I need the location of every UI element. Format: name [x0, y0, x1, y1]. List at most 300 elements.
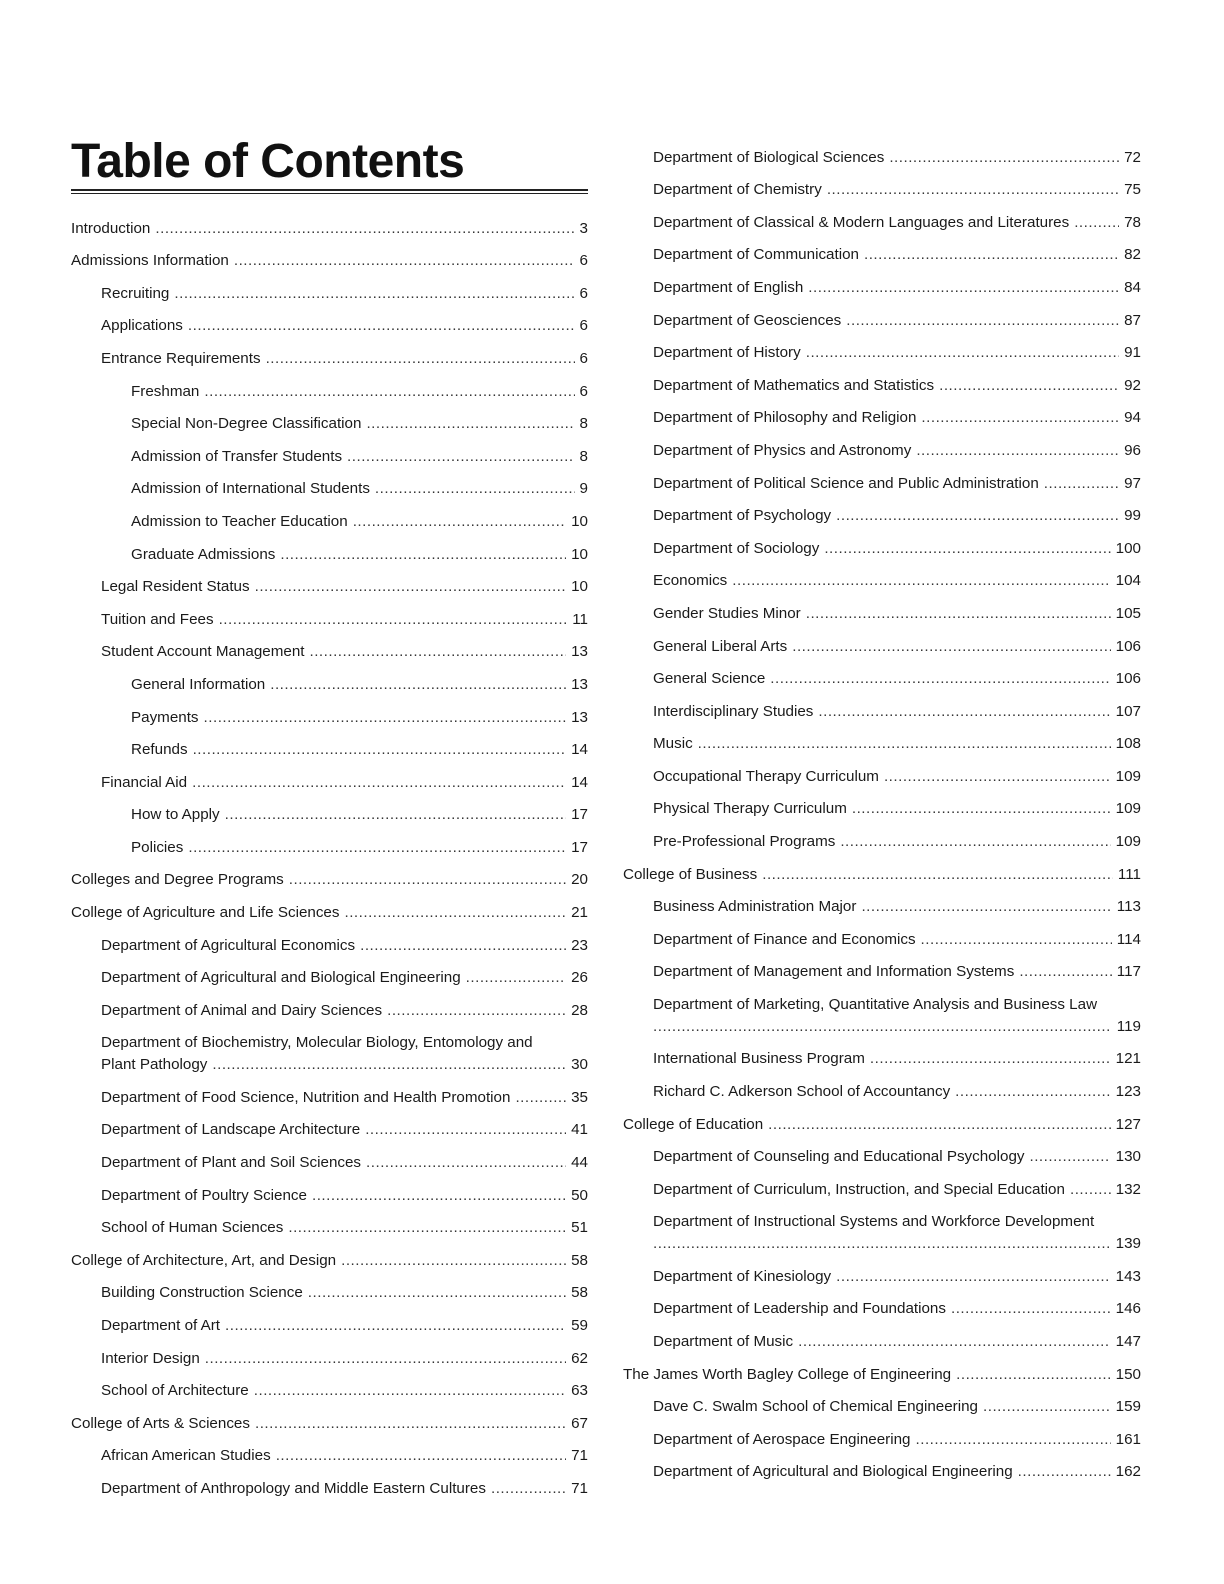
toc-entry[interactable] [623, 1201, 1141, 1255]
toc-entry-title: Department of Food Science, Nutrition and Health Promotion [101, 1088, 511, 1106]
toc-entry-title: Admissions Information [71, 252, 229, 270]
toc-entry-title: Department of Plant and Soil Sciences [101, 1154, 362, 1172]
toc-entry-title: General Liberal Arts [653, 637, 788, 655]
toc-entry-title: Financial Aid [101, 773, 188, 791]
dot-leader [1044, 473, 1119, 495]
toc-entry[interactable] [71, 337, 588, 370]
toc-entry-title: Occupational Therapy Curriculum [653, 767, 879, 785]
toc-page-number: 8 [579, 415, 588, 433]
dot-leader [288, 1217, 566, 1239]
dot-leader [653, 1016, 1112, 1038]
toc-column-left [71, 207, 588, 1500]
toc-entry-title: Department of Geosciences [653, 311, 842, 329]
dot-leader [1070, 1179, 1111, 1201]
toc-page-number: 119 [1116, 1017, 1141, 1035]
toc-entry-title: Department of Philosophy and Religion [653, 409, 917, 427]
toc-entry-title: Business Administration Major [653, 898, 857, 916]
dot-leader [289, 869, 566, 891]
toc-entry[interactable] [71, 1304, 588, 1337]
dot-leader [225, 1315, 566, 1337]
dot-leader [921, 407, 1119, 429]
dot-leader [916, 440, 1119, 462]
toc-page-number: 44 [571, 1154, 588, 1172]
dot-leader [360, 935, 566, 957]
toc-entry-title: Graduate Admissions [131, 545, 276, 563]
toc-entry[interactable] [623, 1386, 1141, 1419]
toc-entry[interactable] [623, 690, 1141, 723]
toc-entry[interactable] [623, 560, 1141, 593]
toc-page-number: 111 [1117, 865, 1141, 883]
toc-page-number: 67 [571, 1414, 588, 1432]
toc-entry-title: Department of Mathematics and Statistics [653, 376, 935, 394]
toc-page-number: 30 [571, 1056, 588, 1074]
toc-entry[interactable] [71, 1207, 588, 1240]
dot-leader [255, 1413, 566, 1435]
toc-entry-title: Department of Art [101, 1316, 221, 1334]
toc-page-number: 14 [571, 773, 588, 791]
toc-page-number: 82 [1124, 246, 1141, 264]
dot-leader [846, 310, 1119, 332]
toc-entry-title: Department of Instructional Systems and Workforce Development [653, 1213, 1095, 1231]
toc-entry-title: College of Education [623, 1115, 764, 1133]
toc-entry[interactable] [71, 305, 588, 338]
toc-page-number: 13 [571, 708, 588, 726]
toc-entry-title: Department of Sociology [653, 539, 820, 557]
toc-entry[interactable] [623, 364, 1141, 397]
toc-entry[interactable] [623, 592, 1141, 625]
dot-leader [375, 478, 575, 500]
toc-page-number: 51 [571, 1219, 588, 1237]
dot-leader [366, 413, 574, 435]
dot-leader [818, 701, 1110, 723]
toc-entry-wrap [653, 994, 1141, 1038]
dot-leader [205, 1348, 566, 1370]
toc-entry-title: Pre-Professional Programs [653, 833, 836, 851]
dot-leader [276, 1445, 566, 1467]
toc-entry[interactable] [623, 723, 1141, 756]
toc-page-number: 11 [572, 610, 588, 628]
toc-entry[interactable] [71, 240, 588, 273]
toc-page-number: 146 [1115, 1300, 1141, 1318]
dot-leader [732, 570, 1110, 592]
dot-leader [916, 1429, 1111, 1451]
toc-page-number: 159 [1115, 1398, 1141, 1416]
dot-leader [188, 315, 575, 337]
toc-entry-title: Freshman [131, 382, 200, 400]
toc-page-number: 96 [1124, 441, 1141, 459]
dot-leader [188, 837, 566, 859]
dot-leader [762, 864, 1113, 886]
toc-entry-title: College of Arts & Sciences [71, 1414, 250, 1432]
dot-leader [768, 1114, 1110, 1136]
dot-leader [1019, 961, 1111, 983]
toc-entry[interactable] [623, 951, 1141, 984]
dot-leader [840, 831, 1110, 853]
toc-entry-title: Refunds [131, 741, 188, 759]
toc-page-number: 123 [1115, 1083, 1141, 1101]
toc-page-number: 75 [1124, 181, 1141, 199]
toc-entry-title: Interior Design [101, 1349, 200, 1367]
toc-page-number: 150 [1115, 1365, 1141, 1383]
toc-page-number: 162 [1115, 1463, 1141, 1481]
toc-entry[interactable] [623, 462, 1141, 495]
title-rule [71, 189, 588, 194]
dot-leader [347, 446, 575, 468]
toc-entry-title: College of Business [623, 865, 758, 883]
toc-entry-title: Applications [101, 317, 183, 335]
toc-entry-title: Department of Agricultural and Biological Engineering [653, 1463, 1013, 1481]
dot-leader [864, 244, 1119, 266]
toc-page-number: 99 [1124, 507, 1141, 525]
toc-entry[interactable] [71, 729, 588, 762]
toc-entry[interactable] [71, 761, 588, 794]
toc-entry[interactable] [71, 891, 588, 924]
toc-entry-title: Physical Therapy Curriculum [653, 800, 847, 818]
toc-page-number: 17 [571, 838, 588, 856]
toc-entry-title: African American Studies [101, 1447, 271, 1465]
toc-entry[interactable] [71, 1174, 588, 1207]
toc-entry[interactable] [623, 169, 1141, 202]
toc-entry-title: Tuition and Fees [101, 610, 214, 628]
toc-entry-title: Policies [131, 838, 184, 856]
toc-entry-title: Department of English [653, 278, 804, 296]
dot-leader [225, 804, 566, 826]
toc-entry-title: Admission of Transfer Students [131, 447, 343, 465]
dot-leader [983, 1396, 1111, 1418]
toc-entry[interactable] [71, 1370, 588, 1403]
toc-entry[interactable] [623, 1451, 1141, 1484]
toc-entry-title: Interdisciplinary Studies [653, 702, 814, 720]
toc-page-number: 71 [571, 1447, 588, 1465]
toc-entry[interactable] [71, 1076, 588, 1109]
dot-leader [889, 147, 1119, 169]
toc-entry-title: Department of Agricultural and Biological Engineering [101, 969, 461, 987]
toc-entry[interactable] [623, 332, 1141, 365]
toc-entry[interactable] [623, 658, 1141, 691]
toc-page-number: 59 [571, 1316, 588, 1334]
toc-entry-title: Introduction [71, 219, 151, 237]
toc-entry[interactable] [71, 1435, 588, 1468]
toc-entry[interactable] [623, 1255, 1141, 1288]
toc-entry-title: Department of Management and Information Systems [653, 963, 1015, 981]
toc-entry[interactable] [623, 853, 1141, 886]
toc-entry[interactable] [71, 500, 588, 533]
toc-page-number: 106 [1115, 670, 1141, 688]
toc-entry[interactable] [623, 234, 1141, 267]
toc-page-number: 147 [1115, 1332, 1141, 1350]
toc-page-number: 106 [1115, 637, 1141, 655]
toc-page-number: 108 [1115, 735, 1141, 753]
dot-leader [827, 179, 1119, 201]
toc-entry[interactable] [71, 598, 588, 631]
toc-page-number: 14 [571, 741, 588, 759]
toc-entry[interactable] [71, 1272, 588, 1305]
toc-page-number: 87 [1124, 311, 1141, 329]
dot-leader [192, 772, 566, 794]
dot-leader [870, 1048, 1111, 1070]
toc-entry-title: Department of Agricultural Economics [101, 936, 356, 954]
toc-page-number: 13 [571, 643, 588, 661]
toc-page-number: 105 [1115, 604, 1141, 622]
dot-leader [312, 1185, 566, 1207]
dot-leader [806, 342, 1119, 364]
toc-entry[interactable] [623, 886, 1141, 919]
toc-page-number: 104 [1115, 572, 1141, 590]
toc-entry[interactable] [71, 207, 588, 240]
toc-entry-title: Payments [131, 708, 199, 726]
toc-entry[interactable] [71, 566, 588, 599]
toc-entry-title: Department of Leadership and Foundations [653, 1300, 946, 1318]
toc-page-number: 10 [571, 512, 588, 530]
toc-page-number: 10 [571, 545, 588, 563]
toc-entry[interactable] [71, 1022, 588, 1076]
dot-leader [798, 1331, 1111, 1353]
toc-entry-title: Department of Biochemistry, Molecular Biology, Entomology and [101, 1034, 533, 1052]
toc-page-number: 6 [579, 317, 588, 335]
dot-leader [956, 1364, 1111, 1386]
toc-entry[interactable] [623, 820, 1141, 853]
toc-entry-title: Economics [653, 572, 728, 590]
toc-entry-title: Department of Anthropology and Middle Eastern Cultures [101, 1479, 486, 1497]
dot-leader [234, 250, 575, 272]
toc-page-number: 58 [571, 1284, 588, 1302]
toc-page-number: 107 [1115, 702, 1141, 720]
toc-page-number: 50 [571, 1186, 588, 1204]
toc-entry[interactable] [623, 527, 1141, 560]
toc-entry[interactable] [71, 1141, 588, 1174]
toc-page-number: 109 [1115, 800, 1141, 818]
toc-entry-title: Department of Landscape Architecture [101, 1121, 361, 1139]
toc-entry[interactable] [623, 266, 1141, 299]
dot-leader [884, 766, 1111, 788]
toc-page-number: 3 [579, 219, 588, 237]
toc-entry-title: Student Account Management [101, 643, 305, 661]
toc-entry[interactable] [71, 957, 588, 990]
toc-entry[interactable] [623, 1103, 1141, 1136]
page-title: Table of Contents [71, 135, 465, 188]
dot-leader [270, 674, 566, 696]
toc-page-number: 6 [579, 349, 588, 367]
toc-entry[interactable] [71, 696, 588, 729]
dot-leader [155, 218, 574, 240]
toc-entry[interactable] [623, 755, 1141, 788]
toc-entry-title: School of Human Sciences [101, 1219, 284, 1237]
toc-page-number: 143 [1115, 1267, 1141, 1285]
toc-entry[interactable] [623, 1320, 1141, 1353]
toc-page-number: 8 [579, 447, 588, 465]
dot-leader [792, 636, 1110, 658]
toc-page-number: 91 [1124, 344, 1141, 362]
toc-entry[interactable] [623, 1353, 1141, 1386]
toc-entry[interactable] [71, 533, 588, 566]
dot-leader [1018, 1461, 1111, 1483]
toc-entry-title: Colleges and Degree Programs [71, 871, 284, 889]
toc-entry-line2 [101, 1054, 588, 1076]
toc-entry[interactable] [71, 1402, 588, 1435]
toc-page-number: 28 [571, 1001, 588, 1019]
toc-entry[interactable] [623, 1418, 1141, 1451]
toc-entry-title: Richard C. Adkerson School of Accountancy [653, 1083, 951, 1101]
toc-entry-title: General Science [653, 670, 766, 688]
toc-entry-line2 [653, 1016, 1141, 1038]
toc-entry-title: General Information [131, 675, 266, 693]
toc-entry[interactable] [71, 631, 588, 664]
toc-entry-title: Legal Resident Status [101, 578, 250, 596]
dot-leader [308, 1282, 566, 1304]
toc-entry[interactable] [71, 794, 588, 827]
dot-leader [921, 929, 1112, 951]
toc-page-number: 20 [571, 871, 588, 889]
dot-leader [824, 538, 1110, 560]
toc-page-number: 84 [1124, 278, 1141, 296]
toc-entry-title: Department of Finance and Economics [653, 930, 916, 948]
toc-page-number: 78 [1124, 213, 1141, 231]
toc-entry[interactable] [623, 136, 1141, 169]
toc-entry-title: Special Non-Degree Classification [131, 415, 362, 433]
toc-entry[interactable] [623, 625, 1141, 658]
toc-entry[interactable] [623, 1288, 1141, 1321]
dot-leader [1074, 212, 1119, 234]
toc-entry[interactable] [71, 924, 588, 957]
toc-page-number: 13 [571, 675, 588, 693]
toc-entry-title: How to Apply [131, 806, 220, 824]
toc-page-number: 132 [1115, 1180, 1141, 1198]
toc-entry[interactable] [71, 663, 588, 696]
toc-entry[interactable] [71, 1239, 588, 1272]
toc-entry[interactable] [71, 1467, 588, 1500]
toc-page-number: 92 [1124, 376, 1141, 394]
toc-page-number: 94 [1124, 409, 1141, 427]
toc-page-number: 23 [571, 936, 588, 954]
toc-entry-title: Department of Communication [653, 246, 859, 264]
toc-entry[interactable] [623, 983, 1141, 1037]
toc-entry[interactable] [623, 1136, 1141, 1169]
dot-leader [770, 668, 1110, 690]
toc-entry-title: College of Agriculture and Life Sciences [71, 904, 340, 922]
dot-leader [193, 739, 567, 761]
toc-entry-title: Dave C. Swalm School of Chemical Engineering [653, 1398, 978, 1416]
toc-entry-wrap [653, 1211, 1141, 1255]
toc-page-number: 127 [1115, 1115, 1141, 1133]
toc-page-number: 62 [571, 1349, 588, 1367]
toc-entry-title: International Business Program [653, 1050, 865, 1068]
toc-page-number: 117 [1116, 963, 1141, 981]
toc-entry[interactable] [71, 370, 588, 403]
toc-page-number: 63 [571, 1382, 588, 1400]
toc-entry[interactable] [71, 435, 588, 468]
toc-entry[interactable] [71, 403, 588, 436]
toc-page-number: 97 [1124, 474, 1141, 492]
dot-leader [341, 1250, 566, 1272]
toc-entry-title: Gender Studies Minor [653, 604, 801, 622]
dot-leader [365, 1119, 566, 1141]
dot-leader [280, 544, 566, 566]
toc-page-number: 113 [1116, 898, 1141, 916]
dot-leader [836, 505, 1119, 527]
toc-entry[interactable] [71, 272, 588, 305]
toc-entry-title: Department of Animal and Dairy Sciences [101, 1001, 383, 1019]
dot-leader [836, 1266, 1111, 1288]
dot-leader [466, 967, 566, 989]
dot-leader [491, 1478, 566, 1500]
toc-page-number: 9 [579, 480, 588, 498]
dot-leader [174, 283, 574, 305]
toc-entry-title: Department of Biological Sciences [653, 148, 885, 166]
dot-leader [254, 1380, 566, 1402]
dot-leader [387, 1000, 566, 1022]
dot-leader [353, 511, 566, 533]
toc-entry[interactable] [623, 1038, 1141, 1071]
toc-entry-title: Department of Kinesiology [653, 1267, 832, 1285]
toc-page-number: 21 [571, 904, 588, 922]
toc-entry[interactable] [623, 201, 1141, 234]
dot-leader [955, 1081, 1110, 1103]
toc-page-number: 161 [1115, 1430, 1141, 1448]
toc-entry[interactable] [623, 299, 1141, 332]
toc-page-number: 10 [571, 578, 588, 596]
dot-leader [212, 1054, 566, 1076]
toc-page-number: 6 [579, 284, 588, 302]
toc-page-number: 72 [1124, 148, 1141, 166]
dot-leader [255, 576, 566, 598]
toc-entry[interactable] [623, 397, 1141, 430]
toc-entry-title: Recruiting [101, 284, 170, 302]
toc-entry-title: College of Architecture, Art, and Design [71, 1251, 337, 1269]
toc-entry-title: Music [653, 735, 693, 753]
toc-entry-title: Department of Counseling and Educational Psychology [653, 1148, 1025, 1166]
toc-entry[interactable] [71, 1337, 588, 1370]
toc-page-number: 41 [571, 1121, 588, 1139]
toc-page-number: 100 [1115, 539, 1141, 557]
dot-leader [219, 609, 568, 631]
toc-page-number: 26 [571, 969, 588, 987]
toc-entry-title: The James Worth Bagley College of Engineering [623, 1365, 952, 1383]
toc-entry-title: Department of Psychology [653, 507, 832, 525]
toc-page-number: 139 [1115, 1235, 1141, 1253]
toc-entry[interactable] [71, 1109, 588, 1142]
toc-entry[interactable] [71, 826, 588, 859]
toc-entry[interactable] [623, 429, 1141, 462]
dot-leader [344, 902, 566, 924]
toc-entry[interactable] [623, 1168, 1141, 1201]
toc-entry[interactable] [623, 788, 1141, 821]
toc-entry[interactable] [623, 495, 1141, 528]
toc-entry-title: Department of Marketing, Quantitative Analysis and Business Law [653, 995, 1098, 1013]
toc-page-number: 6 [579, 382, 588, 400]
toc-entry[interactable] [71, 468, 588, 501]
toc-entry-title: Department of Aerospace Engineering [653, 1430, 911, 1448]
dot-leader [204, 707, 567, 729]
dot-leader [309, 641, 566, 663]
toc-page-number: 35 [571, 1088, 588, 1106]
toc-entry-title: Admission to Teacher Education [131, 512, 348, 530]
toc-entry-title: Department of Political Science and Public Administration [653, 474, 1039, 492]
toc-entry[interactable] [71, 989, 588, 1022]
dot-leader [808, 277, 1119, 299]
toc-entry-title: Building Construction Science [101, 1284, 303, 1302]
toc-entry[interactable] [623, 918, 1141, 951]
toc-entry-title: Department of Music [653, 1332, 794, 1350]
dot-leader [852, 798, 1111, 820]
toc-entry[interactable] [71, 859, 588, 892]
toc-page-number: 6 [579, 252, 588, 270]
toc-page-number: 121 [1115, 1050, 1141, 1068]
dot-leader [366, 1152, 566, 1174]
toc-entry-title: Entrance Requirements [101, 349, 261, 367]
dot-leader [1029, 1146, 1110, 1168]
toc-entry[interactable] [623, 1070, 1141, 1103]
dot-leader [266, 348, 575, 370]
